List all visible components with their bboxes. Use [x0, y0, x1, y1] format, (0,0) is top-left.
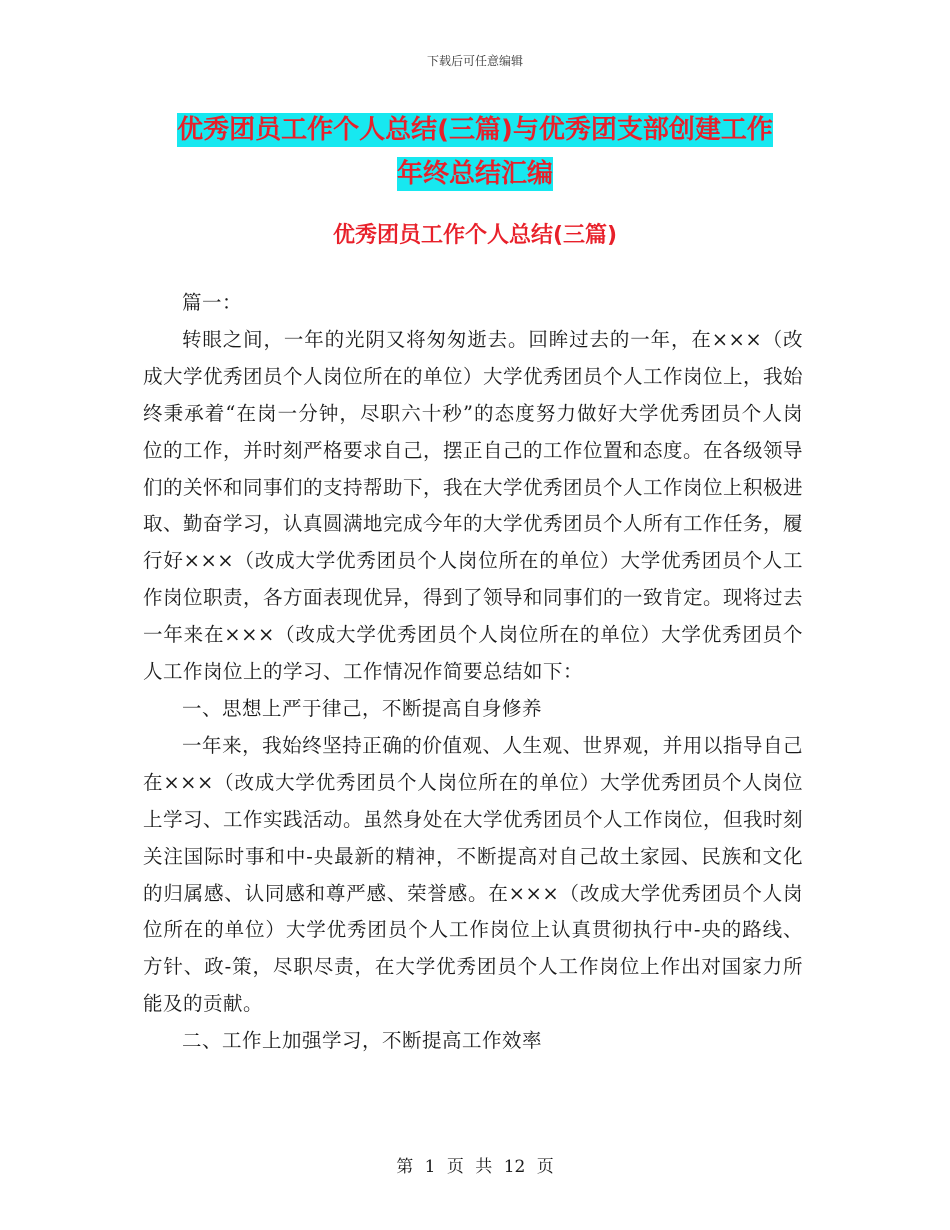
paragraph-section-body-1: 一年来，我始终坚持正确的价值观、人生观、世界观，并用以指导自己在×××（改成大学优秀团员个人岗位所在的单位）大学优秀团员个人岗位上学习、工作实践活动。虽然身处在大学优秀团员个人工作岗位，但我时刻关注国际时事和中-央最新的精神，不断提高对自己故土家园、民族和文化的归属感、认同感和尊严感、荣誉感。在×××（改成大学优秀团员个人岗位所在的单位）大学优秀团员个人工作岗位上认真贯彻执行中-央的路线、方针、政-策，尽职尽责，在大学优秀团员个人工作岗位上作出对国家力所能及的贡献。: [143, 733, 804, 1016]
page-number-footer: 第 1 页 共 12 页: [396, 1157, 554, 1177]
header-note: 下载后可任意编辑: [426, 54, 523, 68]
paragraph-section-heading-2: 二、工作上加强学习，不断提高工作效率: [182, 1029, 543, 1053]
section-subtitle: 优秀团员工作个人总结(三篇): [332, 223, 618, 248]
title-line-1: 优秀团员工作个人总结(三篇)与优秀团支部创建工作: [177, 115, 773, 145]
document-title: [0, 108, 950, 196]
paragraph-heading: 篇一：: [182, 291, 243, 314]
paragraph-section-heading-1: 一、思想上严于律己，不断提高自身修养: [182, 696, 543, 720]
document-body: [143, 285, 803, 1060]
paragraph-intro: 转眼之间，一年的光阴又将匆匆逝去。回眸过去的一年，在×××（改成大学优秀团员个人岗位所在的单位）大学优秀团员个人工作岗位上，我始终秉承着“在岗一分钟，尽职六十秒”的态度努力做好大学优秀团员个人岗位的工作，并时刻严格要求自己，摆正自己的工作位置和态度。在各级领导们的关怀和同事们的支持帮助下，我在大学优秀团员个人工作岗位上积极进取、勤奋学习，认真圆满地完成今年的大学优秀团员个人所有工作任务，履行好×××（改成大学优秀团员个人岗位所在的单位）大学优秀团员个人工作岗位职责，各方面表现优异，得到了领导和同事们的一致肯定。现将过去一年来在×××（改成大学优秀团员个人岗位所在的单位）大学优秀团员个人工作岗位上的学习、工作情况作简要总结如下：: [143, 327, 804, 684]
title-line-2: 年终总结汇编: [396, 159, 553, 189]
